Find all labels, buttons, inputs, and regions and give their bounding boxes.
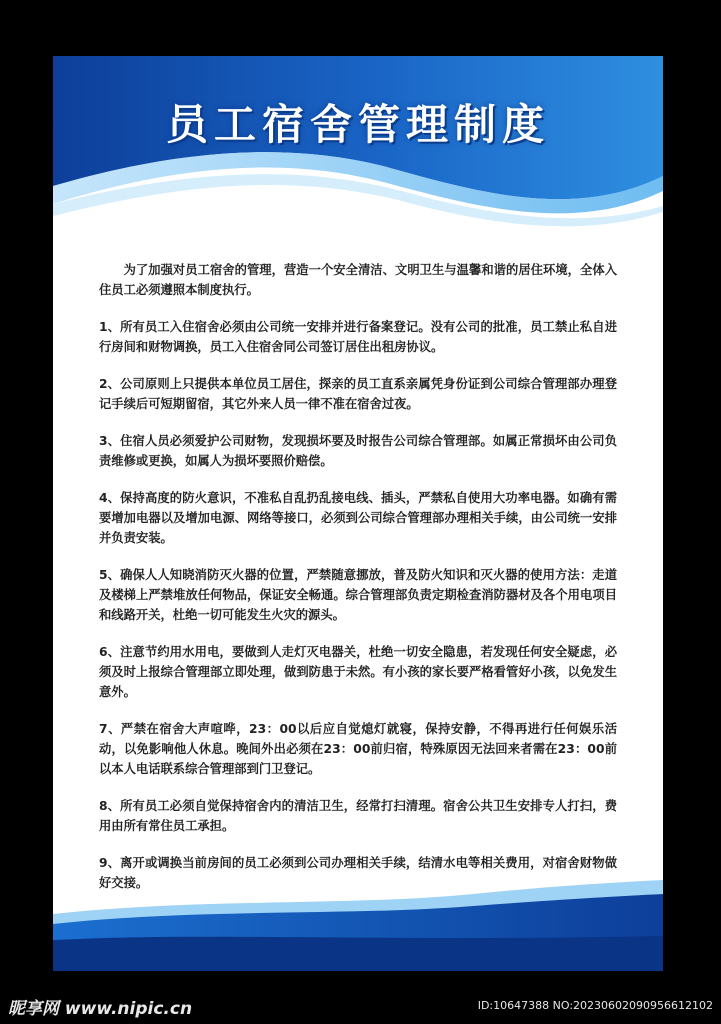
watermark-site-logo: 昵享网 www.nipic.cn (8, 999, 193, 1019)
poster (53, 56, 663, 971)
page-title: 员工宿舍管理制度 (165, 100, 550, 149)
rule-item: 8、所有员工必须自觉保持宿舍内的清洁卫生，经常打扫清理。宿舍公共卫生安排专人打扫，费用由所有常住员工承担。 (99, 799, 617, 833)
rule-item: 4、保持高度的防火意识，不准私自乱扔乱接电线、插头，严禁私自使用大功率电器。如确有需要增加电器以及增加电源、网络等接口，必须到公司综合管理部办理相关手续，由公司统一安排并负责安装。 (99, 491, 617, 545)
rule-item: 9、离开或调换当前房间的员工必须到公司办理相关手续，结清水电等相关费用，对宿舍财物做好交接。 (99, 856, 617, 890)
rule-item: 6、注意节约用水用电，要做到人走灯灭电器关，杜绝一切安全隐患，若发现任何安全疑虑，必须及时上报综合管理部立即处理，做到防患于未然。有小孩的家长要严格看管好小孩，以免发生意外。 (99, 645, 617, 699)
rule-item: 1、所有员工入住宿舍必须由公司统一安排并进行备案登记。没有公司的批准，员工禁止私自进行房间和财物调换，员工入住宿舍同公司签订居住出租房协议。 (99, 320, 617, 354)
rule-item: 7、严禁在宿舍大声喧哗，23：00以后应自觉熄灯就寝，保持安静，不得再进行任何娱乐活动，以免影响他人休息。晚间外出必须在23：00前归宿，特殊原因无法回来者需在23：00前以本人电话联系综合管理部到门卫登记。 (99, 722, 617, 776)
watermark-id: ID:10647388 NO:20230602090956612102 (477, 999, 713, 1012)
header-wave-banner (53, 56, 663, 266)
rule-item: 3、住宿人员必须爱护公司财物，发现损坏要及时报告公司综合管理部。如属正常损坏由公司负责维修或更换，如属人为损坏要照价赔偿。 (99, 434, 617, 468)
rule-item: 5、确保人人知晓消防灭火器的位置，严禁随意挪放，普及防火知识和灭火器的使用方法：走道及楼梯上严禁堆放任何物品，保证安全畅通。综合管理部负责定期检查消防器材及各个用电项目和线路开关，杜绝一切可能发生火灾的源头。 (99, 568, 617, 622)
footer-wave-banner (53, 876, 663, 971)
intro-paragraph: 为了加强对员工宿舍的管理，营造一个安全清洁、文明卫生与温馨和谐的居住环境，全体入住员工必须遵照本制度执行。 (99, 263, 617, 297)
regulation-content (99, 260, 617, 967)
rule-item: 2、公司原则上只提供本单位员工居住，探亲的员工直系亲属凭身份证到公司综合管理部办理登记手续后可短期留宿，其它外来人员一律不准在宿舍过夜。 (99, 377, 617, 411)
